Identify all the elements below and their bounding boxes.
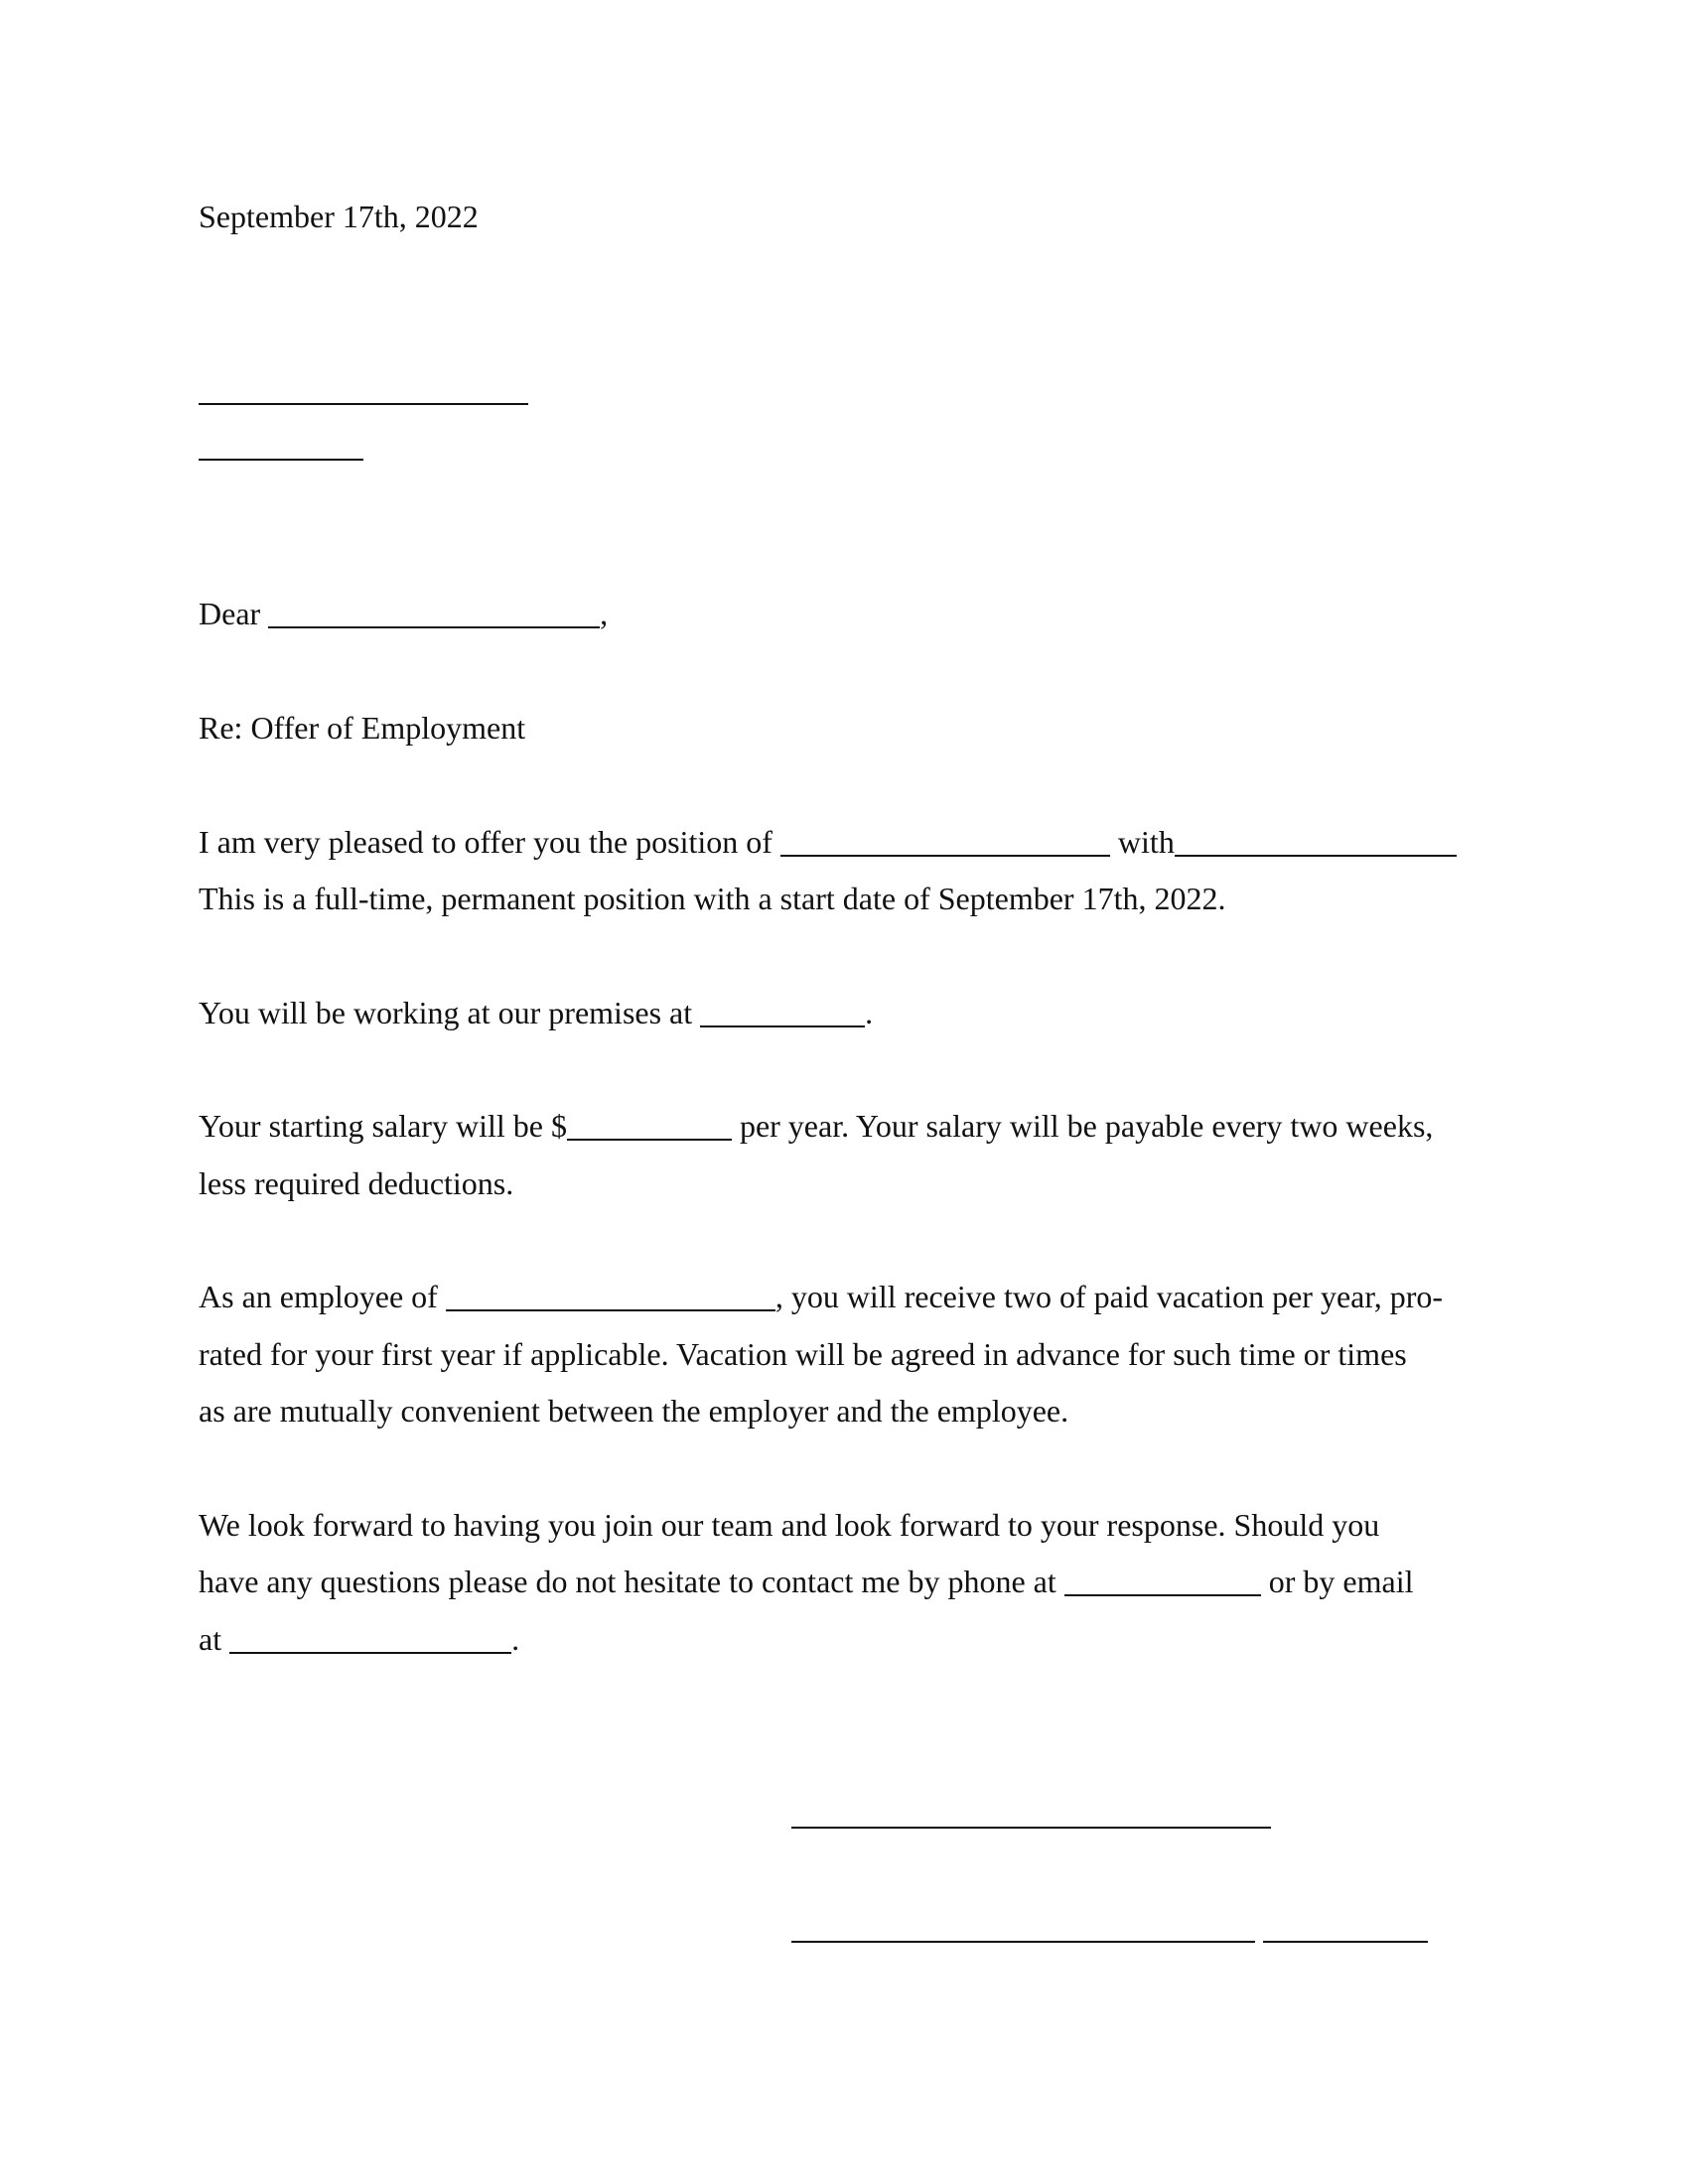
p2-text-a: You will be working at our premises at <box>199 995 693 1030</box>
paragraph-5-line-3 <box>199 1619 519 1659</box>
paragraph-5-line-1 <box>199 1505 1379 1545</box>
p5-text-c: at <box>199 1621 222 1657</box>
signer-title-blank <box>1263 1941 1428 1943</box>
paragraph-2 <box>199 993 873 1032</box>
p5-text-line-1: We look forward to having you join our team and look forward to your response. Should you <box>199 1507 1380 1543</box>
salutation-name-blank <box>268 599 600 628</box>
paragraph-4-line-2 <box>199 1334 1407 1374</box>
paragraph-1-line-2 <box>199 879 1225 918</box>
p2-text-b: . <box>865 995 874 1030</box>
p5-text-d: . <box>511 1621 520 1657</box>
paragraph-3-line-2 <box>199 1163 513 1203</box>
paragraph-3-line-1 <box>199 1106 1433 1146</box>
p3-text-b: per year. Your salary will be payable every two weeks, <box>739 1108 1434 1144</box>
paragraph-1-line-1 <box>199 822 1457 862</box>
p5-text-b: or by email <box>1268 1564 1414 1599</box>
paragraph-4-line-3 <box>199 1391 1068 1431</box>
subject-text: Re: Offer of Employment <box>199 710 526 746</box>
p1-text-line-2: This is a full-time, permanent position with a start date of September 17th, 2022. <box>199 881 1226 916</box>
recipient-address-blank <box>199 459 363 461</box>
signature-blank <box>791 1827 1271 1829</box>
premises-blank <box>700 998 865 1027</box>
p4-text-b: , you will receive two of paid vacation per year, pro- <box>774 1279 1444 1314</box>
p3-text-line-2: less required deductions. <box>199 1165 514 1201</box>
company-blank <box>1175 827 1457 857</box>
salutation-comma: , <box>600 596 609 631</box>
p5-text-a: have any questions please do not hesitate to contact me by phone at <box>199 1564 1056 1599</box>
p1-text-b: with <box>1117 824 1175 860</box>
p4-text-a: As an employee of <box>199 1279 438 1314</box>
signer-name-blank <box>791 1941 1255 1943</box>
recipient-name-blank <box>199 403 528 405</box>
salutation-text: Dear <box>199 596 261 631</box>
phone-blank <box>1064 1567 1261 1596</box>
date-text: September 17th, 2022 <box>199 199 479 234</box>
subject-line <box>199 708 525 748</box>
paragraph-5-line-2 <box>199 1562 1413 1601</box>
employer-blank <box>446 1282 775 1311</box>
position-blank <box>780 827 1110 857</box>
p3-text-a: Your starting salary will be $ <box>199 1108 567 1144</box>
email-blank <box>229 1624 511 1654</box>
letter-date <box>199 197 479 236</box>
salutation-line <box>199 594 608 633</box>
p4-text-line-2: rated for your first year if applicable. Vacation will be agreed in advance for such time or times <box>199 1336 1407 1372</box>
paragraph-4-line-1 <box>199 1277 1443 1316</box>
salary-blank <box>567 1111 732 1141</box>
p4-text-line-3: as are mutually convenient between the employer and the employee. <box>199 1393 1069 1429</box>
p1-text-a: I am very pleased to offer you the position of <box>199 824 773 860</box>
